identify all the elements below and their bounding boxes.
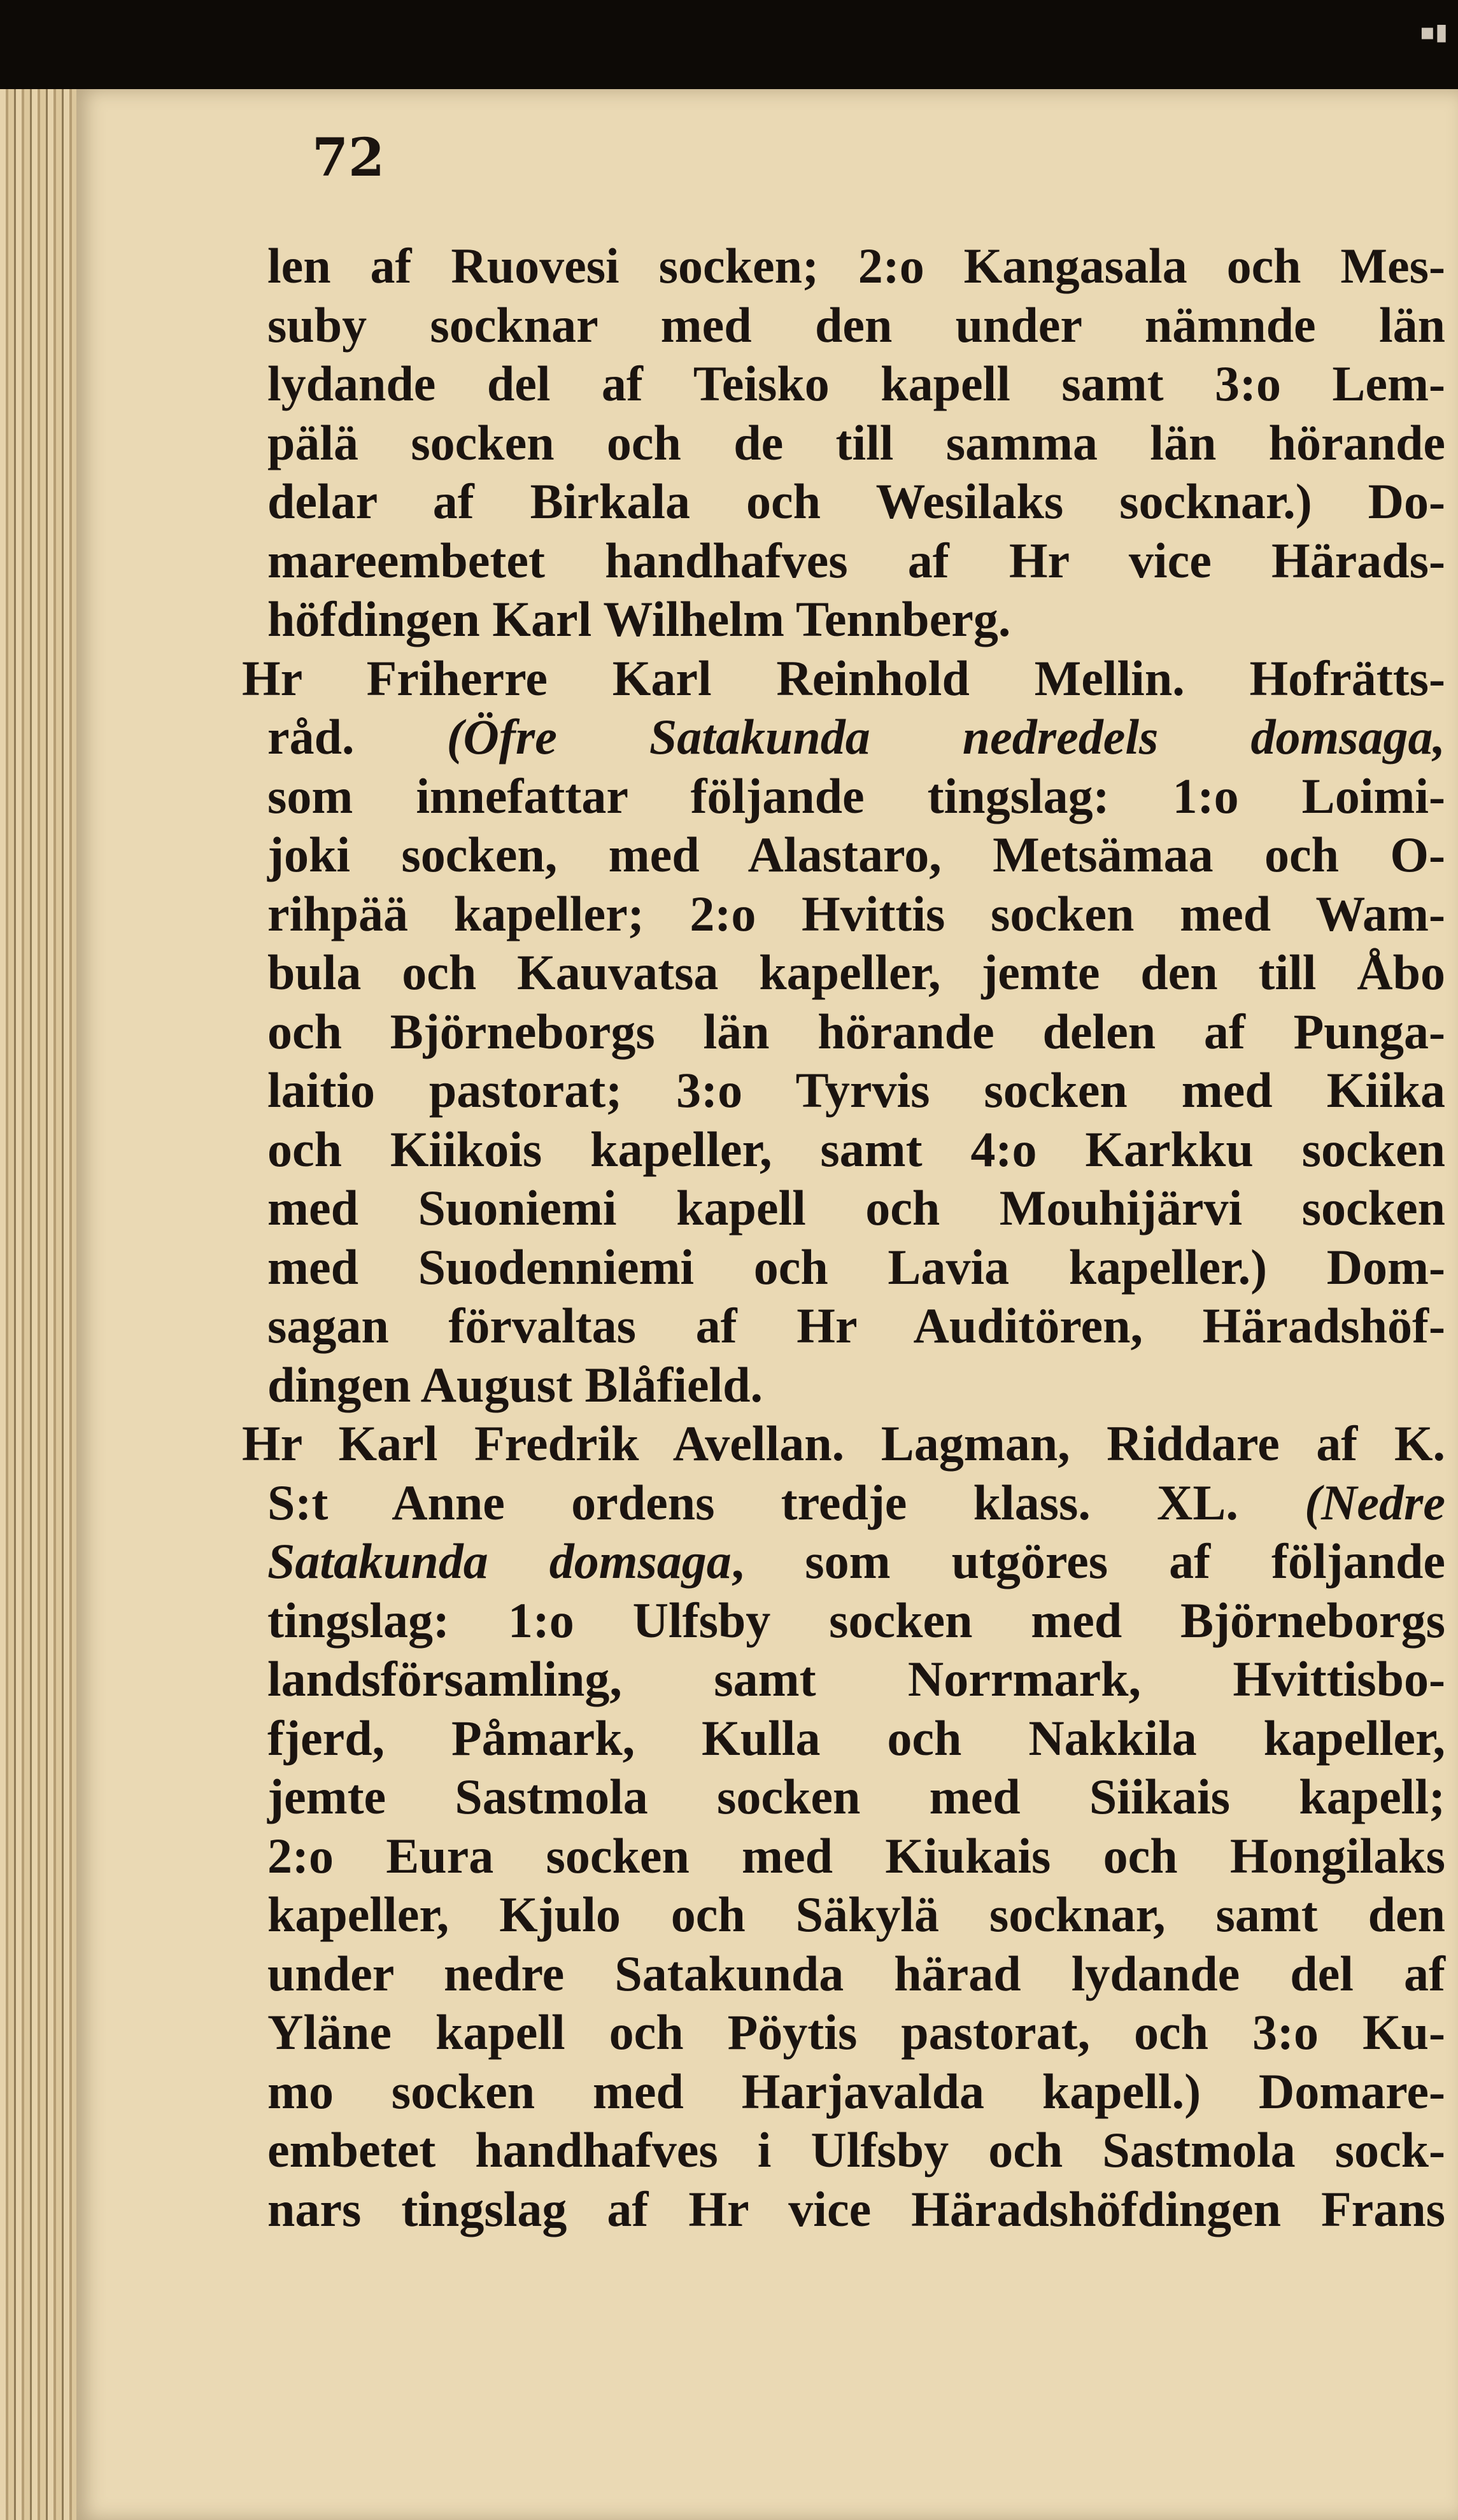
body-text (242, 237, 1446, 2239)
text-line (267, 531, 1445, 591)
text-line (267, 2121, 1445, 2180)
line-text: delar af Birkala och Wesilaks socknar.) Do- (267, 474, 1445, 529)
text-line (267, 414, 1445, 473)
text-line (267, 2180, 1445, 2239)
text-line (267, 296, 1445, 355)
text-line (267, 943, 1445, 1003)
text-line (267, 885, 1445, 944)
line-text: Hr Friherre Karl Reinhold Mellin. Hofrätts- (242, 650, 1445, 706)
line-text: landsförsamling, samt Norrmark, Hvittisbo- (267, 1651, 1445, 1707)
text-line (267, 1591, 1445, 1651)
line-text: kapeller, Kjulo och Säkylä socknar, samt den (267, 1887, 1445, 1942)
line-text: nars tingslag af Hr vice Häradshöfdingen Frans (267, 2181, 1445, 2237)
line-text: mareembetet handhafves af Hr vice Härads- (267, 532, 1445, 588)
line-text: laitio pastorat; 3:o Tyrvis socken med Kiika (267, 1062, 1445, 1118)
line-text: mo socken med Harjavalda kapell.) Domare- (267, 2063, 1445, 2119)
line-text: joki socken, med Alastaro, Metsämaa och O- (267, 827, 1445, 882)
line-text: med Suoniemi kapell och Mouhijärvi socken (267, 1180, 1445, 1235)
text-line (267, 1650, 1445, 1709)
text-line (267, 590, 1445, 649)
line-text: , som utgöres af följande (731, 1533, 1446, 1589)
text-line (267, 1238, 1445, 1297)
line-text: lydande del af Teisko kapell samt 3:o Lem- (267, 356, 1445, 411)
text-line (242, 649, 1445, 708)
text-line (267, 1474, 1445, 1533)
line-text: med Suodenniemi och Lavia kapeller.) Dom- (267, 1239, 1445, 1295)
line-text: pälä socken och de till samma län hörande (267, 414, 1445, 470)
text-line (267, 355, 1445, 414)
line-text-italic: (Öfre Satakunda nedredels domsaga, (446, 709, 1445, 764)
line-text: höfdingen Karl Wilhelm Tennberg. (267, 591, 1011, 647)
line-text: tingslag: 1:o Ulfsby socken med Björneborgs (267, 1592, 1445, 1648)
line-text: S:t Anne ordens tredje klass. XL. (267, 1474, 1305, 1530)
text-line (267, 1356, 1445, 1415)
text-line (267, 2062, 1445, 2122)
line-text: Yläne kapell och Pöytis pastorat, och 3:o Ku- (267, 2004, 1445, 2060)
line-text: sagan förvaltas af Hr Auditören, Häradshöf- (267, 1298, 1445, 1353)
line-text: fjerd, Påmark, Kulla och Nakkila kapeller, (267, 1710, 1445, 1766)
text-line (267, 1120, 1445, 1179)
line-text: 2:o Eura socken med Kiukais och Hongilaks (267, 1827, 1445, 1883)
line-text: embetet handhafves i Ulfsby och Sastmola sock- (267, 2122, 1445, 2178)
text-line (267, 237, 1445, 296)
line-text: och Björneborgs län hörande delen af Punga- (267, 1003, 1445, 1059)
line-text: Hr Karl Fredrik Avellan. Lagman, Riddare af K. (242, 1416, 1445, 1471)
line-text-italic: Satakunda domsaga (267, 1533, 732, 1589)
text-line (267, 1061, 1445, 1120)
line-text-italic: (Nedre (1305, 1474, 1445, 1530)
line-text: rihpää kapeller; 2:o Hvittis socken med Wam- (267, 885, 1445, 941)
text-line (267, 2003, 1445, 2062)
text-line (267, 1297, 1445, 1356)
line-text: som innefattar följande tingslag: 1:o Loimi- (267, 768, 1445, 824)
text-line (267, 1768, 1445, 1827)
scan-corner-mark: ▪▮ (1419, 19, 1448, 45)
line-text: suby socknar med den under nämnde län (267, 297, 1445, 353)
text-line (267, 826, 1445, 885)
page-number: 72 (312, 127, 385, 188)
text-line (267, 1179, 1445, 1238)
text-line (267, 1945, 1445, 2004)
line-text: jemte Sastmola socken med Siikais kapell; (267, 1769, 1445, 1824)
text-line (267, 1827, 1445, 1886)
line-text: råd. (267, 709, 447, 764)
text-line (267, 1709, 1445, 1768)
line-text: dingen August Blåfield. (267, 1356, 763, 1412)
line-text: och Kiikois kapeller, samt 4:o Karkku socken (267, 1121, 1445, 1177)
text-line (267, 708, 1445, 767)
text-line (242, 1414, 1445, 1474)
line-text: bula och Kauvatsa kapeller, jemte den till Åbo (267, 945, 1445, 1000)
line-text: under nedre Satakunda härad lydande del af (267, 1945, 1445, 2001)
text-line (267, 1003, 1445, 1062)
text-line (267, 472, 1445, 531)
text-line (267, 767, 1445, 826)
line-text: len af Ruovesi socken; 2:o Kangasala och Mes- (267, 238, 1445, 293)
text-line (267, 1885, 1445, 1945)
text-line (267, 1532, 1445, 1591)
